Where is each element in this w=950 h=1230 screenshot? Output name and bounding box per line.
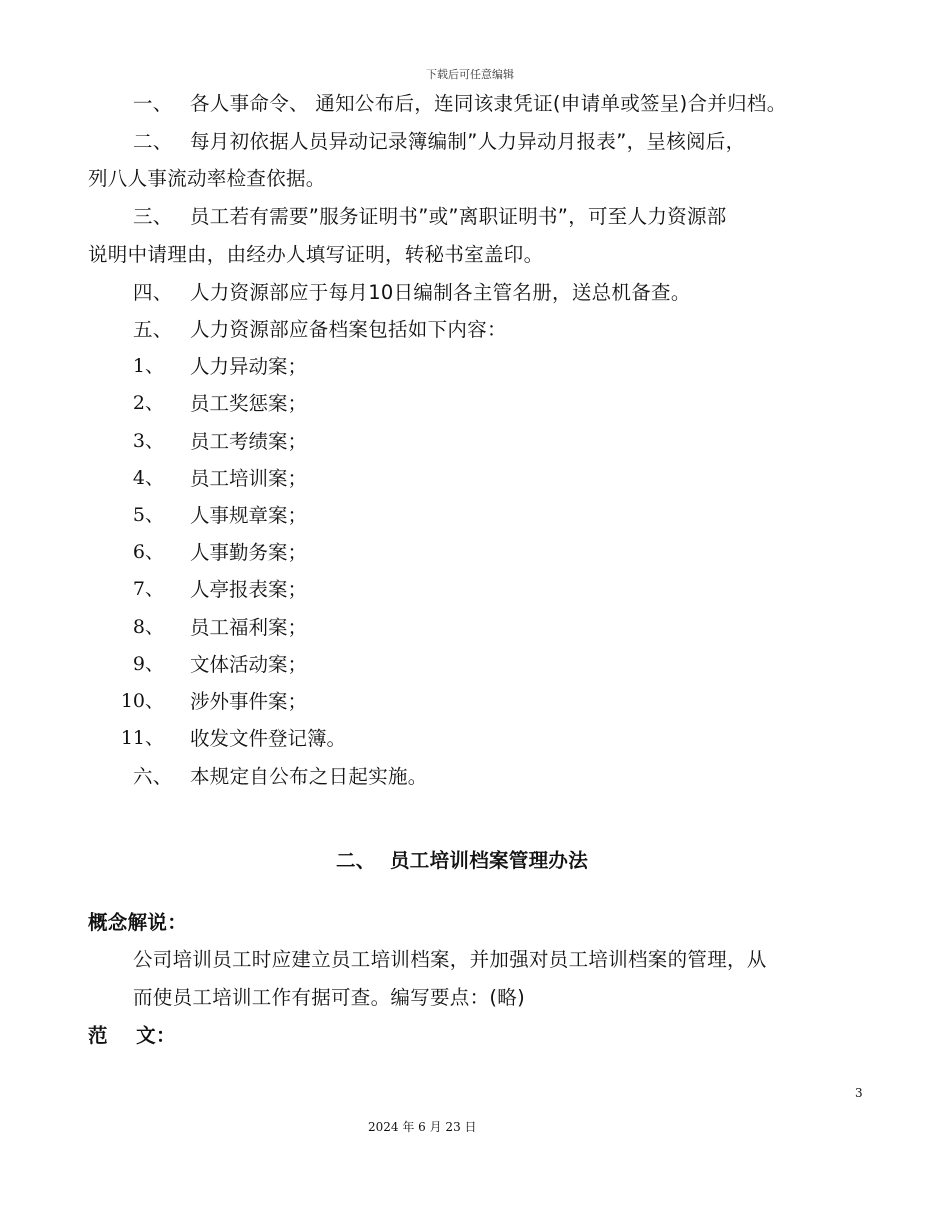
- paragraph-5: 人力资源部应备档案包括如下内容：: [190, 318, 507, 341]
- concept-line-1: 公司培训员工时应建立员工培训档案，并加强对员工培训档案的管理，从: [133, 948, 767, 971]
- paragraph-6-number: 六、: [133, 765, 173, 788]
- footer-date: 2024 年 6 月 23 日: [368, 1120, 477, 1134]
- page-header: 下载后可任意编辑: [426, 68, 514, 81]
- list-item: 员工奖惩案；: [190, 392, 308, 415]
- paragraph-2-number: 二、: [133, 130, 173, 153]
- list-item-number: 2、: [132, 392, 164, 414]
- list-item: 员工福利案；: [190, 616, 308, 639]
- list-item-number: 1、: [132, 355, 164, 377]
- paragraph-4: 人力资源部应于每月10日编制各主管名册，送总机备查。: [190, 281, 691, 304]
- page-number: 3: [855, 1086, 863, 1100]
- list-item-number: 10、: [120, 690, 164, 712]
- list-item-number: 9、: [132, 653, 164, 675]
- concept-label: 概念解说：: [88, 911, 188, 934]
- section-title: 员工培训档案管理办法: [390, 849, 589, 872]
- section-number: 二、: [336, 849, 376, 872]
- paragraph-6: 本规定自公布之日起实施。: [190, 765, 428, 788]
- paragraph-5-number: 五、: [133, 318, 173, 341]
- paragraph-3-line-2: 说明中请理由，由经办人填写证明，转秘书室盖印。: [88, 243, 544, 266]
- sample-label: 范 文：: [88, 1024, 176, 1047]
- paragraph-2-line-1: 每月初依据人员异动记录簿编制”人力异动月报表”，呈核阅后，: [190, 130, 746, 153]
- list-item: 员工培训案；: [190, 467, 308, 490]
- list-item: 员工考绩案；: [190, 430, 308, 453]
- list-item: 文体活动案；: [190, 653, 308, 676]
- list-item-number: 11、: [120, 727, 164, 749]
- list-item-number: 6、: [132, 541, 164, 563]
- paragraph-3-line-1: 员工若有需要”服务证明书”或”离职证明书”，可至人力资源部: [190, 205, 727, 228]
- list-item: 人事勤务案；: [190, 541, 308, 564]
- list-item: 收发文件登记簿。: [190, 727, 347, 750]
- concept-line-2: 而使员工培训工作有据可查。编写要点：(略): [133, 986, 526, 1009]
- paragraph-1-number: 一、: [133, 92, 173, 115]
- list-item-number: 4、: [132, 467, 164, 489]
- paragraph-4-number: 四、: [133, 281, 173, 304]
- list-item: 人力异动案；: [190, 355, 308, 378]
- paragraph-2-line-2: 列八人事流动率检查依据。: [88, 167, 326, 190]
- list-item-number: 8、: [132, 616, 164, 638]
- list-item-number: 5、: [132, 504, 164, 526]
- list-item: 人亭报表案；: [190, 578, 308, 601]
- list-item-number: 7、: [132, 578, 164, 600]
- list-item-number: 3、: [132, 430, 164, 452]
- paragraph-3-number: 三、: [133, 205, 173, 228]
- paragraph-1: 各人事命令、 通知公布后，连同该隶凭证(申请单或签呈)合并归档。: [190, 92, 787, 115]
- list-item: 人事规章案；: [190, 504, 308, 527]
- list-item: 涉外事件案；: [190, 690, 308, 713]
